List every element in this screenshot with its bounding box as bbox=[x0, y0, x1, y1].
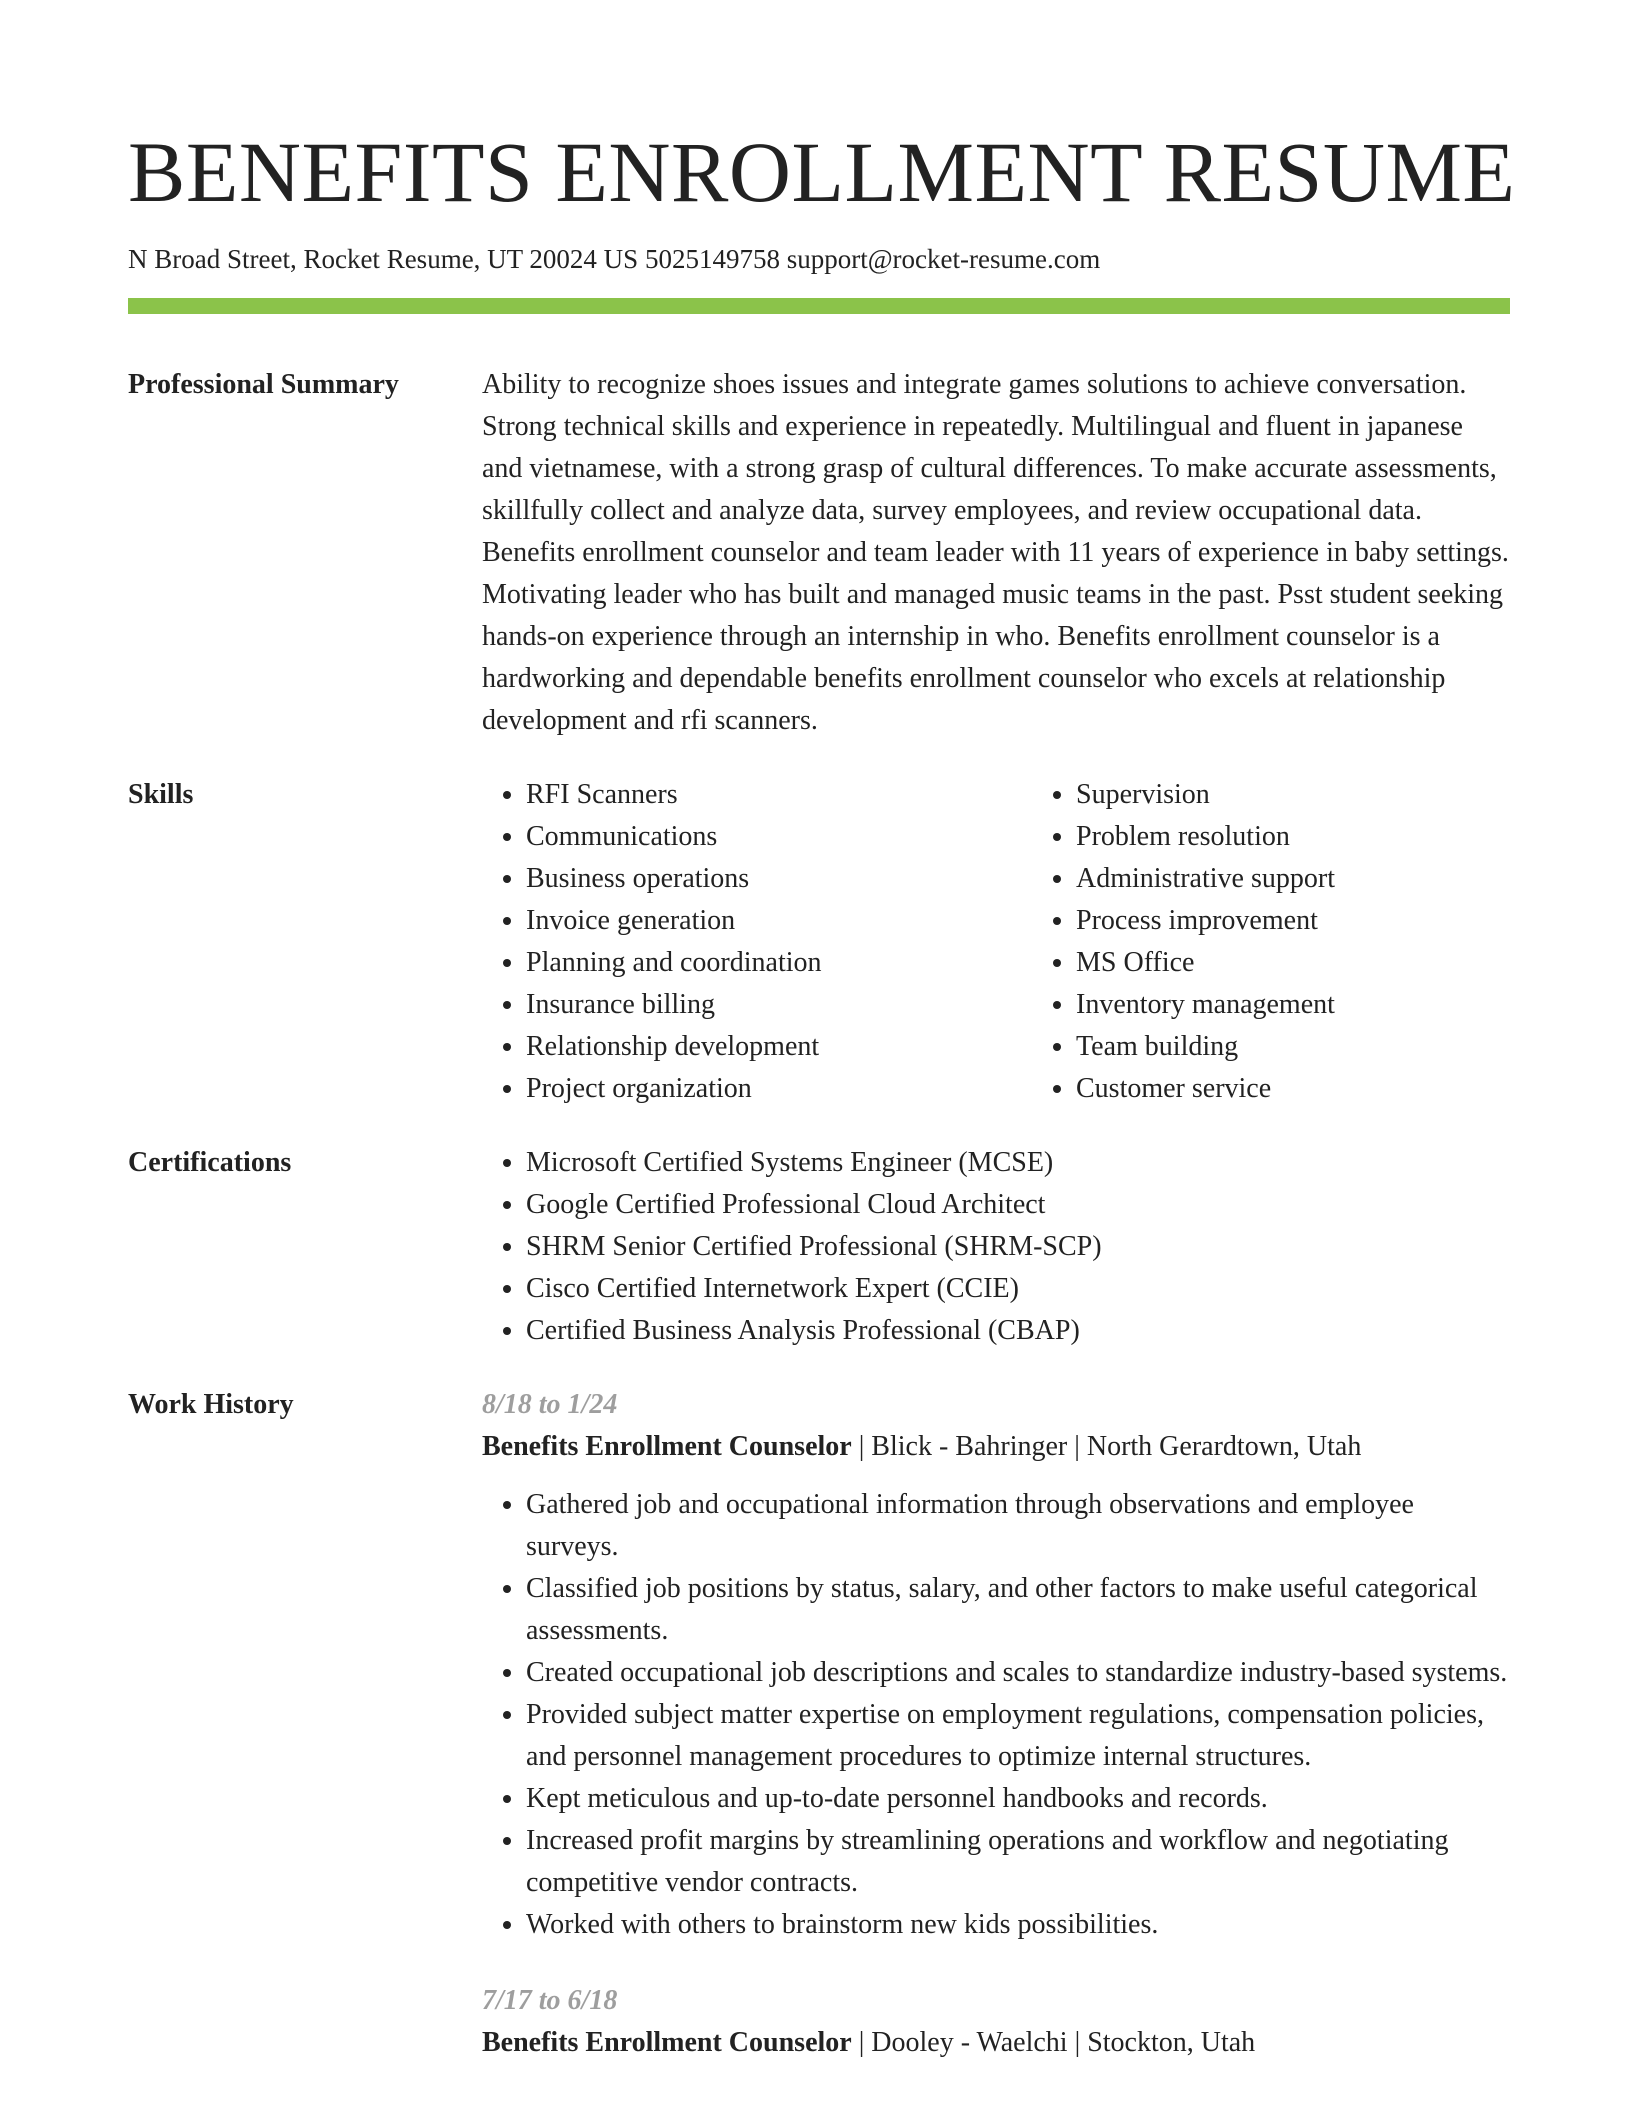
summary-label: Professional Summary bbox=[128, 369, 399, 400]
certification-item: • Certified Business Analysis Professional (CBAP) bbox=[526, 1310, 1510, 1352]
skill-item: • Project organization bbox=[526, 1068, 1032, 1110]
skills-columns bbox=[482, 774, 1582, 1110]
contact-line: N Broad Street, Rocket Resume, UT 20024 US 5025149758 support@rocket-resume.com bbox=[128, 244, 1101, 274]
job-bullet: • Created occupational job descriptions and scales to standardize industry-based systems. bbox=[526, 1652, 1510, 1694]
job-bullet: • Increased profit margins by streamlining operations and workflow and negotiating competitive vendor contracts. bbox=[526, 1820, 1510, 1904]
certifications-label: Certifications bbox=[128, 1147, 292, 1178]
job-entry bbox=[482, 1384, 1510, 1946]
resume-title: BENEFITS ENROLLMENT RESUME bbox=[128, 124, 1516, 220]
skills-section bbox=[128, 774, 1510, 1110]
skill-item: • Planning and coordination bbox=[526, 942, 1032, 984]
header-divider bbox=[128, 298, 1510, 314]
job-details: | Dooley - Waelchi | Stockton, Utah bbox=[851, 2027, 1256, 2058]
skill-item: • Administrative support bbox=[1076, 858, 1582, 900]
skill-item: • Customer service bbox=[1076, 1068, 1582, 1110]
skill-item: • Invoice generation bbox=[526, 900, 1032, 942]
skill-item: • Relationship development bbox=[526, 1026, 1032, 1068]
work-history-section bbox=[128, 1384, 1510, 2064]
resume-page bbox=[128, 0, 1516, 2064]
job-title: Benefits Enrollment Counselor bbox=[482, 2027, 852, 2058]
skills-label: Skills bbox=[128, 779, 194, 810]
work-history-body bbox=[482, 1384, 1510, 2064]
job-bullet: • Gathered job and occupational information through observations and employee surveys. bbox=[526, 1484, 1510, 1568]
skill-item: • Problem resolution bbox=[1076, 816, 1582, 858]
certification-item: • SHRM Senior Certified Professional (SHRM-SCP) bbox=[526, 1226, 1510, 1268]
skill-item: • Inventory management bbox=[1076, 984, 1582, 1026]
skill-item: • Business operations bbox=[526, 858, 1032, 900]
certifications-list bbox=[482, 1142, 1510, 1352]
job-dates: 7/17 to 6/18 bbox=[482, 1985, 618, 2016]
skills-list-right bbox=[1032, 774, 1582, 1110]
skill-item: • MS Office bbox=[1076, 942, 1582, 984]
job-title: Benefits Enrollment Counselor bbox=[482, 1431, 852, 1462]
skill-item: • Supervision bbox=[1076, 774, 1582, 816]
job-heading bbox=[482, 1426, 1510, 1468]
certification-item: • Google Certified Professional Cloud Architect bbox=[526, 1184, 1510, 1226]
job-entry bbox=[482, 1980, 1510, 2064]
certification-item: • Microsoft Certified Systems Engineer (MCSE) bbox=[526, 1142, 1510, 1184]
job-dates: 8/18 to 1/24 bbox=[482, 1389, 618, 1420]
work-history-label: Work History bbox=[128, 1389, 294, 1420]
skill-item: • RFI Scanners bbox=[526, 774, 1032, 816]
job-heading bbox=[482, 2022, 1510, 2064]
job-bullet: • Provided subject matter expertise on employment regulations, compensation policies, and personnel management procedures to optimize internal structures. bbox=[526, 1694, 1510, 1778]
skill-item: • Process improvement bbox=[1076, 900, 1582, 942]
skill-item: • Team building bbox=[1076, 1026, 1582, 1068]
job-details: | Blick - Bahringer | North Gerardtown, Utah bbox=[851, 1431, 1362, 1462]
certifications-section bbox=[128, 1142, 1510, 1352]
summary-text: Ability to recognize shoes issues and integrate games solutions to achieve conversation. Strong technical skills and experience in repeatedly. Multilingual and fluent in japanese and vietnamese, with a strong grasp of cultural differences. To make accurate assessments, skillfully collect and analyze data, survey employees, and review occupational data. Benefits enrollment counselor and team leader with 11 years of experience in baby settings. Motivating leader who has built and managed music teams in the past. Psst student seeking hands-on experience through an internship in who. Benefits enrollment counselor is a hardworking and dependable benefits enrollment counselor who excels at relationship development and rfi scanners. bbox=[482, 369, 1509, 736]
job-bullets bbox=[482, 1484, 1510, 1946]
skill-item: • Communications bbox=[526, 816, 1032, 858]
certifications-body bbox=[482, 1142, 1510, 1352]
summary-section bbox=[128, 364, 1510, 742]
skill-item: • Insurance billing bbox=[526, 984, 1032, 1026]
job-bullet: • Worked with others to brainstorm new kids possibilities. bbox=[526, 1904, 1510, 1946]
job-bullet: • Classified job positions by status, salary, and other factors to make useful categorical assessments. bbox=[526, 1568, 1510, 1652]
certification-item: • Cisco Certified Internetwork Expert (CCIE) bbox=[526, 1268, 1510, 1310]
skills-list-left bbox=[482, 774, 1032, 1110]
job-bullet: • Kept meticulous and up-to-date personnel handbooks and records. bbox=[526, 1778, 1510, 1820]
